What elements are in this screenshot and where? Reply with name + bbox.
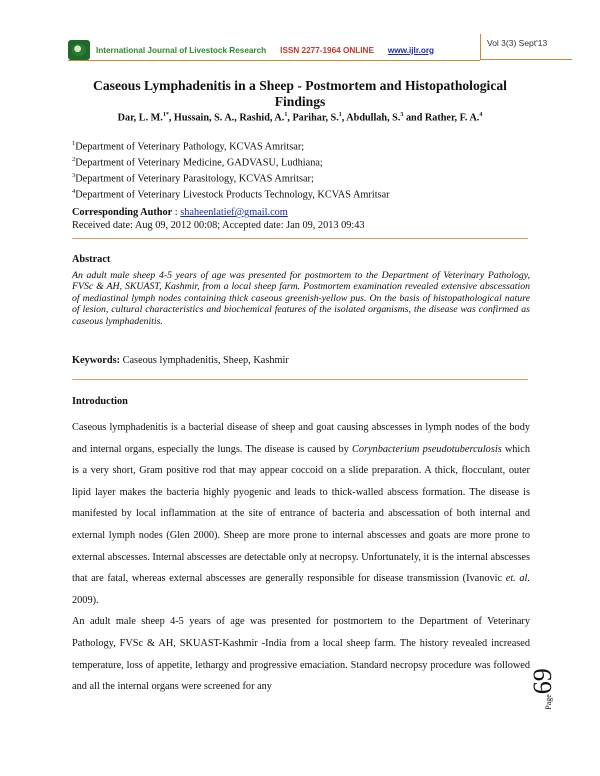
page-number-rotated <box>528 668 558 710</box>
paragraph <box>72 417 530 611</box>
affiliation-text: Department of Veterinary Pathology, KCVAS Amritsar; <box>75 141 305 153</box>
affiliation-text: Department of Veterinary Medicine, GADVASU, Ludhiana; <box>75 157 323 169</box>
volume-box <box>480 34 572 60</box>
affiliation-number: 3 <box>72 172 76 180</box>
affiliations <box>72 138 390 202</box>
author-separator: , <box>234 112 240 124</box>
divider <box>72 238 528 239</box>
received-accepted-dates: Received date: Aug 09, 2012 00:08; Accepted date: Jan 09, 2013 09:43 <box>72 219 365 231</box>
affiliation <box>72 170 390 186</box>
abstract-heading: Abstract <box>72 254 111 265</box>
volume-label: Vol 3(3) Sept'13 <box>487 38 548 48</box>
author-name: Parihar, S. <box>292 112 339 124</box>
author-affil-sup: 1* <box>162 112 169 118</box>
author-name: Rather, F. A. <box>424 112 480 124</box>
page-word: Page <box>543 694 553 710</box>
issn: ISSN 2277-1964 ONLINE <box>280 45 374 55</box>
website-link[interactable]: www.ijlr.org <box>387 45 435 55</box>
introduction-body <box>72 417 530 698</box>
affiliation-number: 4 <box>72 188 76 196</box>
author-name: Rashid, A. <box>239 112 285 124</box>
title-line-2: Findings <box>274 94 326 109</box>
paragraph: An adult male sheep 4-5 years of age was presented for postmortem to the Department of Veterinary Pathology, FVSc & AH, SKUAST-Kashmir -India from a local sheep farm. The history revealed increased temperature, loss of appetite, lethargy and progressive emaciation. Standard necropsy procedure was followed and all the internal organs were screened for any <box>72 616 530 693</box>
author-affil-sup: 4 <box>479 112 483 118</box>
author-and: and <box>403 112 425 124</box>
author-affil-sup: 1 <box>338 112 342 118</box>
divider <box>72 379 528 380</box>
corresponding-label: Corresponding Author <box>72 207 173 218</box>
author-name: Hussain, S. A. <box>173 112 235 124</box>
species-name: Corynbacterium pseudotuberculosis <box>351 443 502 455</box>
page-number: 69 <box>527 668 557 695</box>
affiliation <box>72 154 390 170</box>
author-separator: , <box>168 112 174 124</box>
introduction-heading: Introduction <box>72 396 128 407</box>
keywords-text: Caseous lymphadenitis, Sheep, Kashmir <box>120 355 289 366</box>
text-run: 2009). <box>72 594 99 606</box>
article-title <box>60 78 540 110</box>
affiliation-text: Department of Veterinary Parasitology, KCVAS Amritsar; <box>75 173 314 185</box>
affiliation <box>72 186 390 202</box>
author-separator: , <box>287 112 293 124</box>
affiliation <box>72 138 390 154</box>
author-separator: , <box>341 112 347 124</box>
journal-logo-icon <box>68 40 90 60</box>
header-divider <box>68 60 480 61</box>
text-run: Caseous lymphadenitis is a bacterial disease of sheep and goat causing abscesses in lymph nodes of the body and internal organs, especially the lungs. The disease is caused by <box>72 422 530 455</box>
affiliation-number: 2 <box>72 156 76 164</box>
et-al: et. al. <box>505 573 530 585</box>
keywords <box>72 355 289 366</box>
affiliation-number: 1 <box>72 140 76 147</box>
author-name: Abdullah, S. <box>346 112 401 124</box>
corresponding-email-link[interactable]: shaheenlatief@gmail.com <box>180 207 288 218</box>
author-name: Dar, L. M. <box>117 112 163 124</box>
correspondence-block <box>72 207 365 232</box>
author-affil-sup: 1 <box>284 112 288 118</box>
title-line-1: Caseous Lymphadenitis in a Sheep - Postmortem and Histopathological <box>93 78 507 93</box>
author-affil-sup: 3 <box>400 112 404 118</box>
abstract-text: An adult male sheep 4-5 years of age was presented for postmortem to the Department of Veterinary Pathology, FVSc & AH, SKUAST, Kashmir, from a local sheep farm. Postmortem examination revealed extensive abscessation of mediastinal lymph nodes containing thick caseous greenish-yellow pus. On the basis of histopathological nature of lesion, cultural characteristics and biochemical features of the isolated organisms, the disease was confirmed as caseous lymphadenitis. <box>72 270 530 327</box>
author-list <box>60 112 540 123</box>
journal-header <box>68 40 434 60</box>
text-run: which is a very short, Gram positive rod that may appear coccoid on a slide preparation. A thick, flocculant, outer lipid layer makes the bacteria highly pyogenic and leads to thick-walled abscess formation. The disease is manifested by local inflammation at the site of entrance of bacteria and abscessation of both internal and external lymph nodes (Glen 2000). Sheep are more prone to internal abscesses and goats are more prone to external abscesses. Internal abscesses are detectable only at necropsy. Unfortunately, it is the internal abscesses that are fatal, whereas external abscesses are generally responsible for disease transmission (Ivanovic <box>72 443 530 585</box>
page-number-mark <box>527 648 576 720</box>
corresponding-separator: : <box>172 207 181 218</box>
corresponding-author <box>72 207 365 220</box>
keywords-label: Keywords: <box>72 355 121 366</box>
journal-name: International Journal of Livestock Research <box>96 45 267 55</box>
affiliation-text: Department of Veterinary Livestock Products Technology, KCVAS Amritsar <box>75 189 390 201</box>
